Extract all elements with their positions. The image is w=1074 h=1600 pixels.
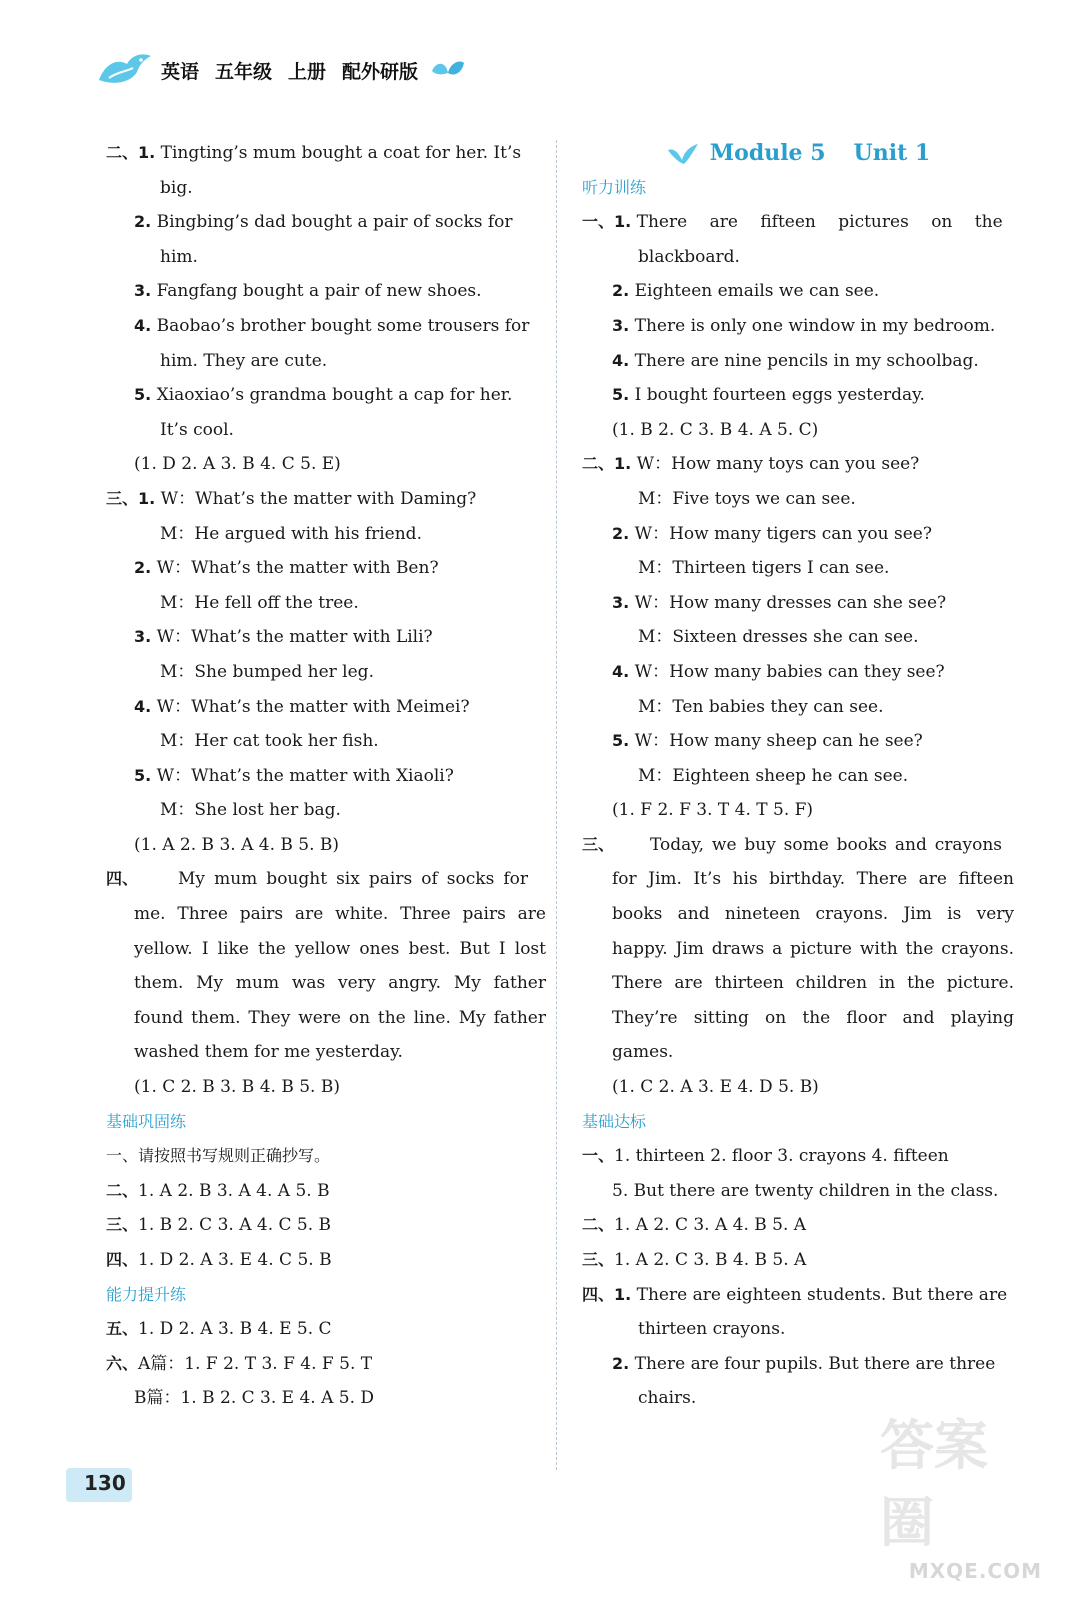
page-header: [95, 48, 466, 92]
answer-line: 2. There are four pupils. But there are three: [612, 1353, 996, 1374]
answer-key: (1. A 2. B 3. A 4. B 5. B): [134, 834, 340, 855]
answer-line: M：He argued with his friend.: [160, 523, 422, 544]
answer-line: 4. Baobao’s brother bought some trousers for: [134, 315, 530, 336]
passage-line: them. My mum was very angry. My father: [134, 973, 546, 994]
answer-line: 5. W：How many sheep can he see?: [612, 731, 923, 752]
answer-line: 2. W：How many tigers can you see?: [612, 523, 932, 544]
answer-line: 4. There are nine pencils in my schoolbag.: [612, 350, 979, 371]
instruction-line: 一、请按照书写规则正确抄写。: [106, 1146, 331, 1166]
answer-key: 三、1. A 2. C 3. B 4. B 5. A: [582, 1250, 807, 1270]
answer-key: (1. F 2. F 3. T 4. T 5. F): [612, 800, 814, 821]
answer-line: 3. W：What’s the matter with Lili?: [134, 627, 433, 648]
answer-key: 二、1. A 2. B 3. A 4. A 5. B: [106, 1180, 330, 1201]
answer-line: M：She lost her bag.: [160, 800, 341, 821]
answer-line: 二、1. Tingting’s mum bought a coat for her. It’s: [106, 143, 522, 163]
answer-key: (1. C 2. A 3. E 4. D 5. B): [612, 1077, 819, 1098]
answer-key: B篇：1. B 2. C 3. E 4. A 5. D: [134, 1388, 375, 1409]
answer-line: 3. There is only one window in my bedroom.: [612, 315, 996, 336]
page-number: 130: [84, 1471, 126, 1495]
answer-line: 2. Bingbing’s dad bought a pair of socks for: [134, 212, 513, 233]
answer-line: M：Five toys we can see.: [638, 488, 856, 509]
watermark-logo: 答案圈: [880, 1414, 988, 1554]
answer-line: It’s cool.: [160, 419, 234, 440]
answer-key: 三、1. B 2. C 3. A 4. C 5. B: [106, 1215, 332, 1236]
answer-line: 2. Eighteen emails we can see.: [612, 281, 880, 302]
answer-line: M：Ten babies they can see.: [638, 696, 884, 717]
passage-line: found them. They were on the line. My father: [134, 1007, 546, 1028]
passage-line: me. Three pairs are white. Three pairs are: [134, 904, 546, 925]
answer-key: 五、1. D 2. A 3. B 4. E 5. C: [106, 1319, 332, 1340]
answer-line: M：He fell off the tree.: [160, 592, 359, 613]
answer-line: 二、1. W：How many toys can you see?: [582, 454, 920, 475]
passage-line: yellow. I like the yellow ones best. But I lost: [134, 938, 546, 959]
passage-line: books and nineteen crayons. Jim is very: [612, 904, 1014, 925]
answer-line: 三、1. W：What’s the matter with Daming?: [106, 488, 477, 509]
answer-key: 四、1. D 2. A 3. E 4. C 5. B: [106, 1250, 332, 1270]
header-subject: 英语: [161, 60, 200, 83]
answer-line: 5. I bought fourteen eggs yesterday.: [612, 385, 925, 406]
watermark-url: MXQE.COM: [908, 1559, 1042, 1583]
answer-key: (1. D 2. A 3. B 4. C 5. E): [134, 454, 341, 475]
section-heading: 听力训练: [582, 177, 647, 197]
section-heading: 基础巩固练: [106, 1111, 187, 1131]
answer-line: blackboard.: [638, 246, 740, 267]
bird-icon: [666, 142, 700, 166]
answer-line: 2. W：What’s the matter with Ben?: [134, 558, 439, 579]
passage-line: There are thirteen children in the picture.: [612, 973, 1014, 994]
passage-line: happy. Jim draws a picture with the crayons.: [612, 938, 1014, 959]
answer-key: 5. But there are twenty children in the class.: [612, 1180, 999, 1201]
header-volume: 上册: [288, 60, 327, 83]
column-divider: [556, 140, 557, 1470]
answer-line: 5. W：What’s the matter with Xiaoli?: [134, 765, 454, 786]
answer-key: 二、1. A 2. C 3. A 4. B 5. A: [582, 1215, 807, 1236]
answer-line: thirteen crayons.: [638, 1319, 786, 1340]
bird-logo-icon: [95, 50, 155, 90]
leaf-icon: [430, 59, 466, 81]
left-column: [106, 136, 546, 1416]
answer-line: 4. W：How many babies can they see?: [612, 661, 945, 682]
answer-line: M：Thirteen tigers I can see.: [638, 558, 890, 579]
answer-line: M：Sixteen dresses she can see.: [638, 627, 919, 648]
passage-line: for Jim. It’s his birthday. There are fifteen: [612, 869, 1014, 890]
answer-key: 六、A篇：1. F 2. T 3. F 4. F 5. T: [106, 1353, 373, 1374]
module-title: Module 5 Unit 1: [582, 136, 1014, 171]
section-heading: 基础达标: [582, 1111, 647, 1131]
answer-key: 一、1. thirteen 2. floor 3. crayons 4. fifteen: [582, 1146, 949, 1167]
answer-line: him.: [160, 246, 198, 267]
passage-line: They’re sitting on the floor and playing: [612, 1007, 1014, 1028]
answer-line: big.: [160, 177, 193, 198]
answer-line: M：She bumped her leg.: [160, 661, 374, 682]
right-column: [582, 136, 1014, 1416]
answer-line: 5. Xiaoxiao’s grandma bought a cap for her.: [134, 385, 513, 406]
answer-line: 3. Fangfang bought a pair of new shoes.: [134, 281, 482, 302]
page-number-badge: [66, 1468, 132, 1502]
watermark: [880, 1414, 1050, 1585]
header-grade: 五年级: [215, 60, 273, 83]
passage-line: washed them for me yesterday.: [134, 1042, 403, 1063]
answer-key: (1. B 2. C 3. B 4. A 5. C): [612, 419, 819, 440]
section-heading: 能力提升练: [106, 1284, 187, 1304]
answer-key: (1. C 2. B 3. B 4. B 5. B): [134, 1077, 340, 1098]
answer-line: M：Her cat took her fish.: [160, 731, 379, 752]
answer-line: him. They are cute.: [160, 350, 328, 371]
answer-line: 3. W：How many dresses can she see?: [612, 592, 947, 613]
passage-line: 四、 My mum bought six pairs of socks for: [106, 869, 529, 890]
answer-line: M：Eighteen sheep he can see.: [638, 765, 909, 786]
answer-line: 4. W：What’s the matter with Meimei?: [134, 696, 470, 717]
passage-line: games.: [612, 1042, 674, 1063]
answer-line: 四、1. There are eighteen students. But there are: [582, 1284, 1008, 1305]
answer-line: chairs.: [638, 1388, 697, 1409]
answer-line: 一、1. There are fifteen pictures on the: [582, 212, 1003, 233]
header-edition: 配外研版: [342, 60, 419, 83]
passage-line: 三、 Today, we buy some books and crayons: [582, 834, 1003, 855]
